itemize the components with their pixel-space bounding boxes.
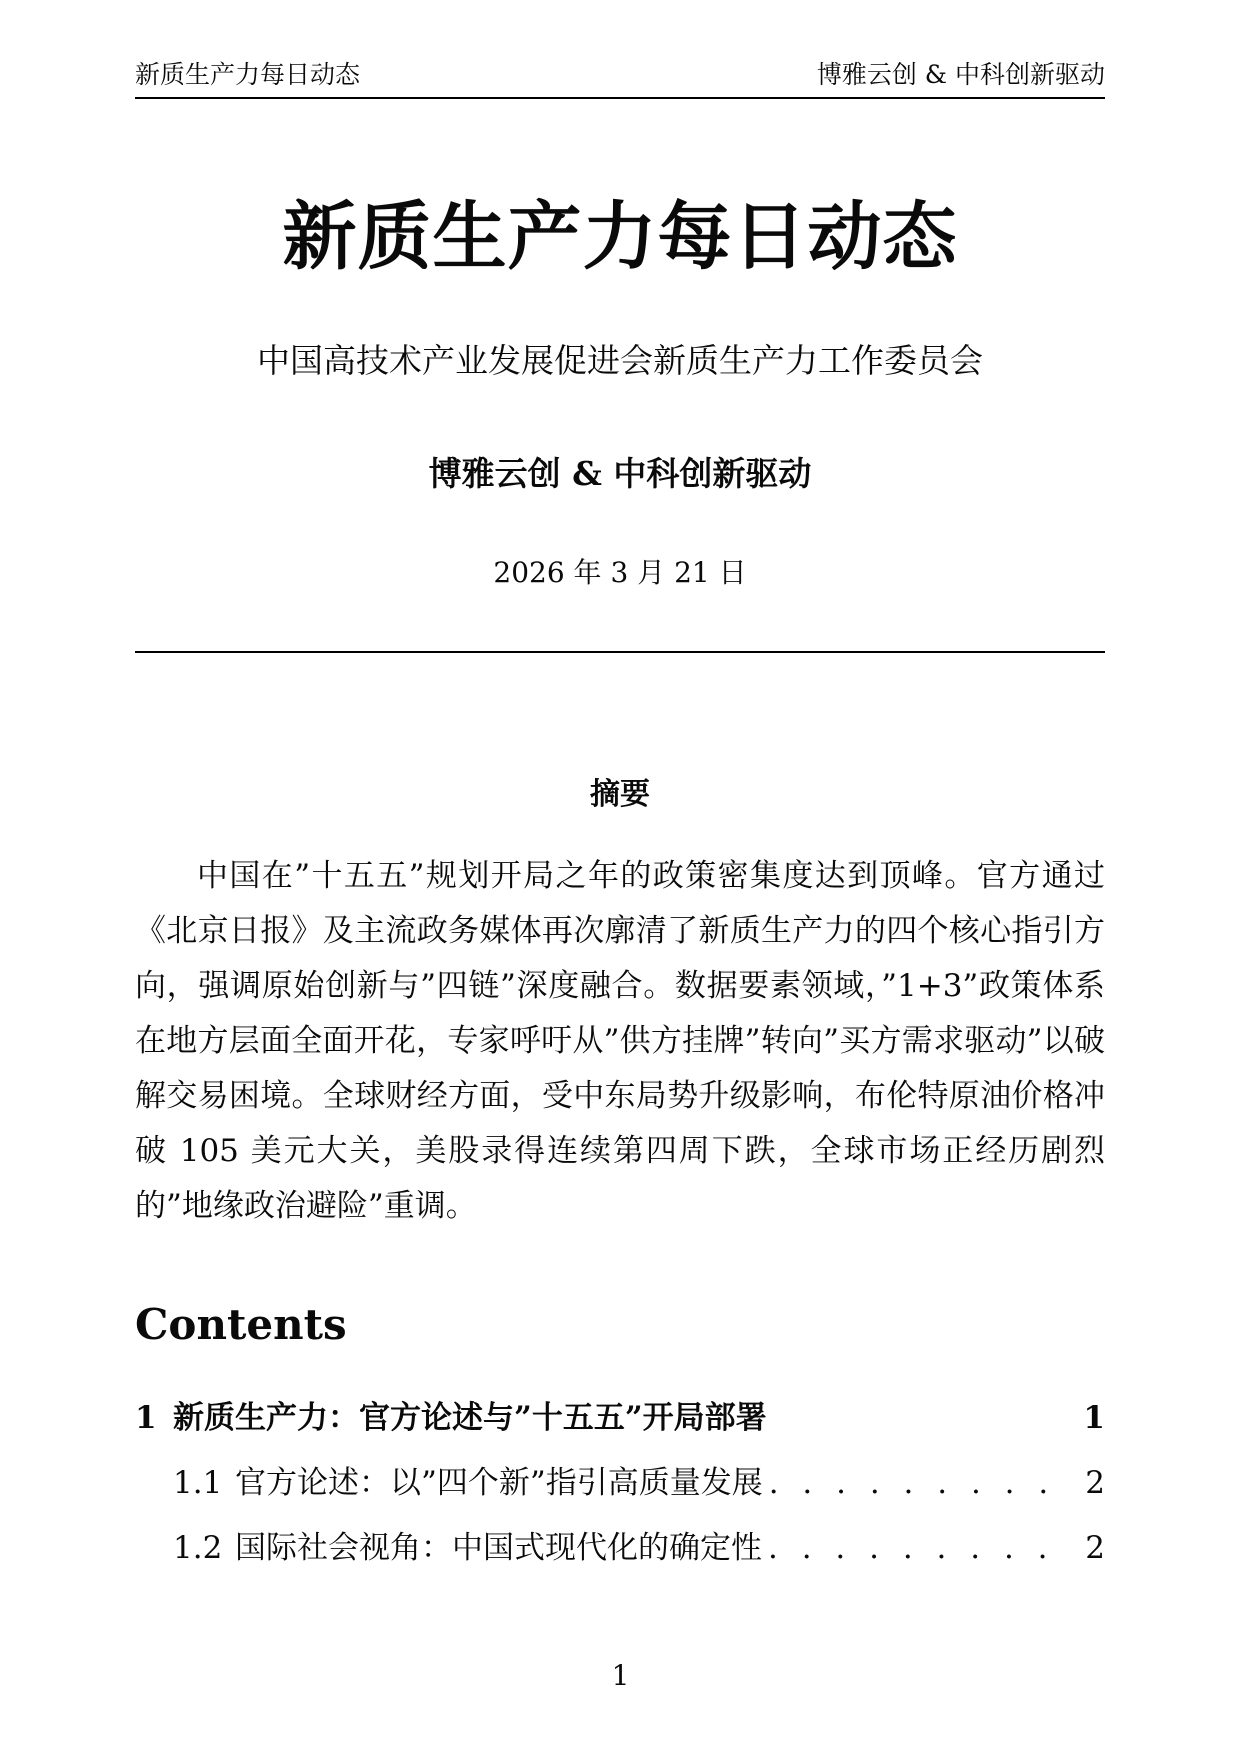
toc-entry-page: 2 (1085, 1464, 1105, 1501)
document-body (135, 194, 1105, 1566)
page-footer (0, 1659, 1241, 1692)
header-left-title: 新质生产力每日动态 (135, 60, 361, 89)
toc-entry-page: 2 (1085, 1529, 1105, 1566)
toc-dot-leader (769, 1466, 1053, 1501)
toc-entry-page: 1 (1083, 1399, 1105, 1436)
document-date: 2026 年 3 月 21 日 (493, 555, 747, 589)
toc-entry-title: 官方论述：以”四个新”指引高质量发展 (235, 1464, 763, 1501)
toc-dot-leader (768, 1531, 1053, 1566)
header-rule (135, 97, 1105, 99)
running-header (135, 60, 1105, 90)
contents-heading: Contents (135, 1299, 347, 1349)
toc-entry-number: 1 (135, 1399, 157, 1436)
contents-section (135, 1300, 1105, 1566)
title-rule (135, 651, 1105, 653)
toc-entry-section-1[interactable] (135, 1401, 1105, 1436)
document-title: 新质生产力每日动态 (282, 194, 958, 280)
toc-entry-title: 新质生产力：官方论述与”十五五”开局部署 (173, 1399, 767, 1436)
toc-entry-number: 1.2 (173, 1529, 223, 1566)
toc-entry-section-1-1[interactable] (135, 1466, 1105, 1501)
abstract-section (135, 769, 1105, 1234)
table-of-contents (135, 1401, 1105, 1566)
toc-entry-number: 1.1 (173, 1464, 223, 1501)
abstract-paragraph: 中国在”十五五”规划开局之年的政策密集度达到顶峰。官方通过《北京日报》及主流政务媒体再次廓清了新质生产力的四个核心指引方向，强调原始创新与”四链”深度融合。数据要素领域，”1+3”政策体系在地方层面全面开花，专家呼吁从”供方挂牌”转向”买方需求驱动”以破解交易困境。全球财经方面，受中东局势升级影响，布伦特原油价格冲破 105 美元大关，美股录得连续第四周下跌，全球市场正经历剧烈的”地缘政治避险”重调。 (135, 857, 1105, 1224)
document-authors: 博雅云创 & 中科创新驱动 (428, 453, 812, 493)
toc-entry-title: 国际社会视角：中国式现代化的确定性 (235, 1529, 762, 1566)
header-right-title: 博雅云创 & 中科创新驱动 (816, 60, 1105, 89)
abstract-heading: 摘要 (590, 776, 650, 812)
page-number: 1 (611, 1659, 630, 1692)
toc-entry-section-1-2[interactable] (135, 1531, 1105, 1566)
document-subtitle: 中国高技术产业发展促进会新质生产力工作委员会 (257, 340, 983, 380)
